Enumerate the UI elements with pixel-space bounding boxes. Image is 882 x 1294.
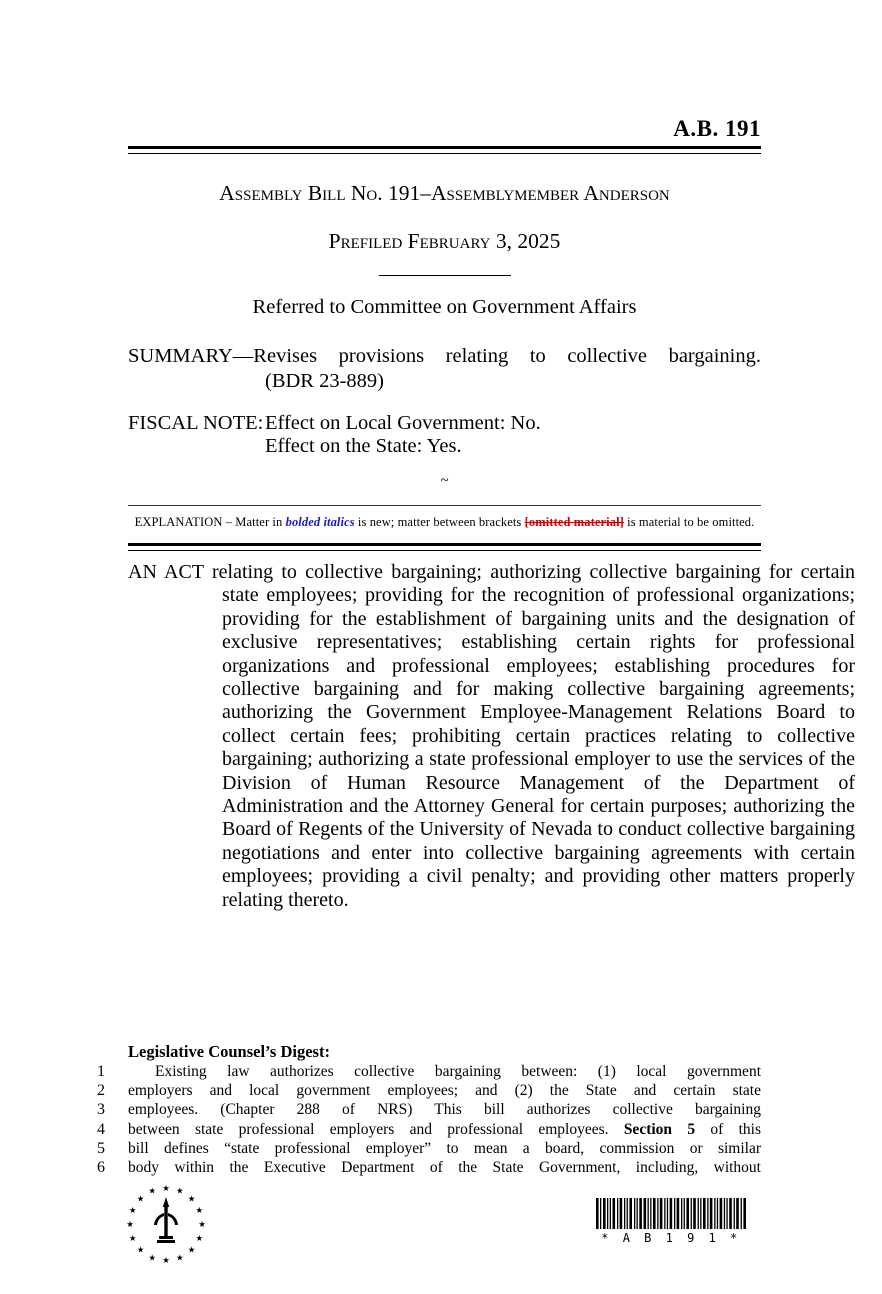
bdr-number: (BDR 23-889) xyxy=(265,370,385,392)
svg-text:★: ★ xyxy=(162,1256,170,1266)
digest-line-text: Existing law authorizes collective bargaining between: (1) local government xyxy=(155,1063,761,1080)
line-number: 4 xyxy=(97,1120,105,1138)
digest-heading: Legislative Counsel’s Digest: xyxy=(128,1042,330,1061)
svg-text:★: ★ xyxy=(136,1245,145,1256)
explanation-legend xyxy=(128,515,761,530)
fiscal-note-local: Effect on Local Government: No. xyxy=(265,412,541,434)
svg-text:★: ★ xyxy=(136,1194,145,1205)
explanation-new-matter: bolded italics xyxy=(285,515,355,529)
digest-line xyxy=(97,1100,761,1119)
bill-title: Assembly Bill No. 191–Assemblymember Anderson xyxy=(219,181,670,205)
digest-line-text: between state professional employers and professional employees. xyxy=(128,1120,624,1138)
explanation-middle: is new; matter between brackets xyxy=(354,515,525,529)
mid-double-rule xyxy=(128,543,761,551)
digest-line-text: employees. (Chapter 288 of NRS) This bill authorizes collective bargaining xyxy=(128,1101,761,1119)
fiscal-note-state: Effect on the State: Yes. xyxy=(265,435,462,457)
digest-line-text: body within the Executive Department of the State Government, including, without xyxy=(128,1159,761,1177)
act-clause xyxy=(128,561,855,912)
bill-number: A.B. 191 xyxy=(673,116,761,141)
svg-text:★: ★ xyxy=(195,1233,204,1244)
svg-text:★: ★ xyxy=(187,1194,196,1205)
top-double-rule xyxy=(128,146,761,154)
svg-text:★: ★ xyxy=(126,1220,134,1230)
tilde-divider: ~ xyxy=(440,473,449,489)
explanation-top-rule xyxy=(128,505,761,506)
state-seal-icon xyxy=(124,1182,208,1266)
fiscal-note-section xyxy=(128,412,761,458)
act-body: relating to collective bargaining; authorizing collective bargaining for certain state employees; providing for the recognition of professional organizations; providing for the establishment of bargaining units and the designation of exclusive representatives; establishing certain rights for professional organizations and professional employees; establishing procedures for collective bargaining and for making collective bargaining agreements; authorizing the Government Employee-Management Relations Board to collect certain fees; prohibiting certain practices relating to collective bargaining; authorizing a state professional employer to use the services of the Division of Human Resource Management of the Department of Administration and the Attorney General for certain purposes; authorizing the Board of Regents of the University of Nevada to conduct collective bargaining negotiations and enter into collective bargaining agreements with certain employees; providing a civil penalty; and providing other matters properly relating thereto. xyxy=(211,561,856,911)
svg-text:★: ★ xyxy=(175,1186,184,1197)
barcode-bars xyxy=(596,1198,746,1229)
digest-section-ref: Section 5 xyxy=(623,1120,696,1138)
digest-line-text: employers and local government employees; and (2) the State and certain state xyxy=(128,1082,761,1100)
line-number: 2 xyxy=(97,1082,105,1100)
digest-line-text: bill defines “state professional employer” to mean a board, commission or similar xyxy=(128,1139,761,1157)
fiscal-note-lines xyxy=(265,412,761,458)
digest-line xyxy=(97,1158,761,1177)
svg-text:★: ★ xyxy=(195,1206,204,1217)
explanation-suffix: is material to be omitted. xyxy=(623,515,755,529)
digest-line xyxy=(97,1139,761,1158)
committee-referral: Referred to Committee on Government Affairs xyxy=(252,296,637,318)
legislative-digest-section xyxy=(97,1042,762,1177)
svg-text:★: ★ xyxy=(162,1184,170,1194)
summary-text: SUMMARY—Revises provisions relating to collective bargaining. xyxy=(128,345,761,367)
digest-line-text: of this xyxy=(695,1120,762,1138)
svg-text:★: ★ xyxy=(148,1186,157,1197)
svg-text:★: ★ xyxy=(128,1206,137,1217)
explanation-omitted-matter: [omitted material] xyxy=(524,515,624,529)
barcode-label: * A B 1 9 1 * xyxy=(601,1231,741,1245)
fiscal-note-label: FISCAL NOTE: xyxy=(128,412,264,434)
line-number: 6 xyxy=(97,1159,105,1177)
line-number: 3 xyxy=(97,1101,105,1119)
act-lead: AN ACT xyxy=(128,561,204,583)
line-number: 5 xyxy=(97,1139,105,1157)
svg-text:★: ★ xyxy=(148,1253,157,1264)
line-number: 1 xyxy=(97,1063,105,1080)
svg-text:★: ★ xyxy=(198,1220,206,1230)
center-divider-rule xyxy=(379,275,511,276)
digest-line xyxy=(97,1081,761,1100)
digest-line xyxy=(97,1120,762,1139)
svg-text:★: ★ xyxy=(187,1245,196,1256)
prefiled-date: Prefiled February 3, 2025 xyxy=(328,229,561,253)
svg-text:★: ★ xyxy=(175,1253,184,1264)
bill-header-section xyxy=(128,0,761,551)
explanation-prefix: EXPLANATION – Matter in xyxy=(134,515,286,529)
svg-text:★: ★ xyxy=(128,1233,137,1244)
barcode xyxy=(596,1198,746,1245)
digest-line xyxy=(97,1062,761,1081)
summary-section xyxy=(128,345,761,393)
